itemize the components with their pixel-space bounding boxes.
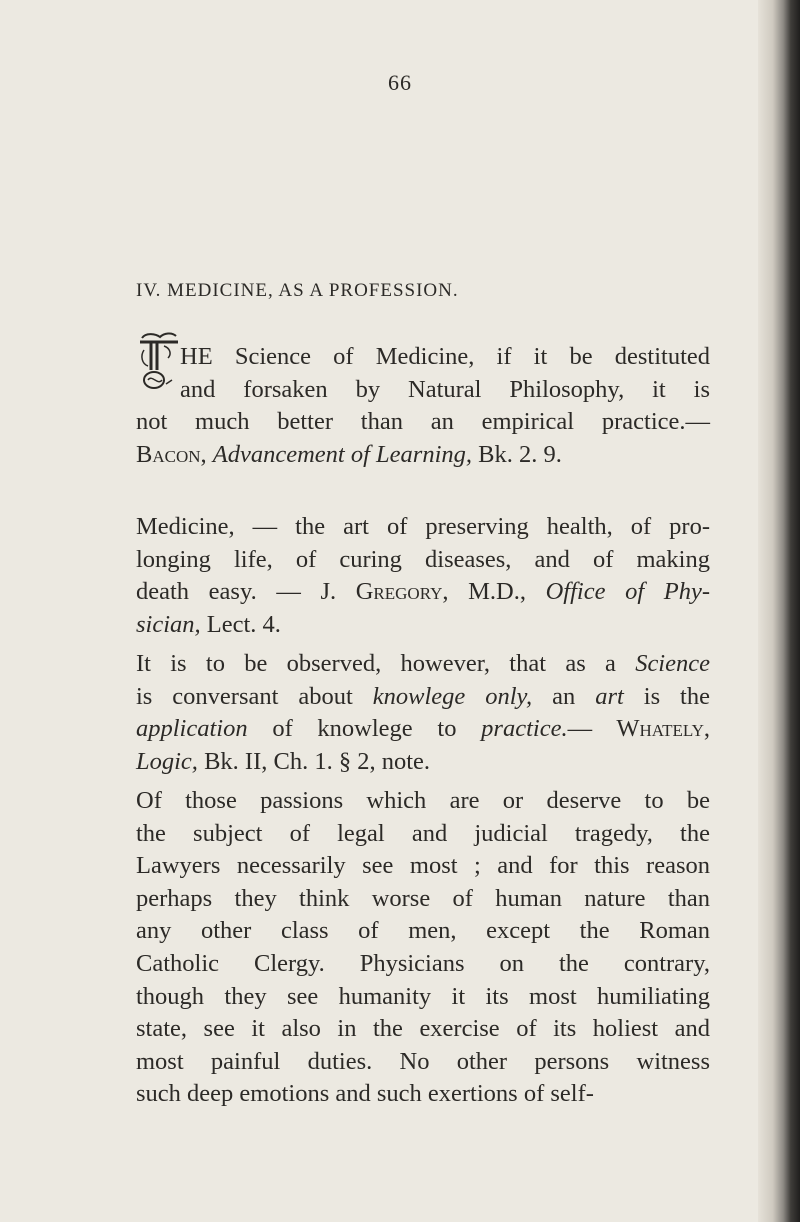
text-line: perhaps they think worse of human nature than xyxy=(136,884,710,912)
text-line: Catholic Clergy. Physicians on the contrary, xyxy=(136,949,710,977)
page-edge-shadow xyxy=(758,0,800,1222)
text-line: the subject of legal and judicial tragedy, the xyxy=(136,819,710,847)
text-line: any other class of men, except the Roman xyxy=(136,917,710,945)
text-line: Of those passions which are or deserve to be xyxy=(136,787,710,814)
page-number: 66 xyxy=(388,70,412,95)
citation: Bk. 2. 9. xyxy=(472,440,562,468)
text-line: application of knowlege to practice.— Whately, xyxy=(136,715,710,743)
text-line: HE Science of Medicine, if it be destituted xyxy=(180,343,710,370)
section-heading: IV. MEDICINE, AS A PROFESSION. xyxy=(136,280,459,301)
author-name: — Whately, xyxy=(567,715,710,743)
citation: Lect. 4. xyxy=(200,610,281,638)
author-name: Bacon, xyxy=(136,440,213,468)
text-line: longing life, of curing diseases, and of making xyxy=(136,545,710,573)
quote-whately xyxy=(136,648,710,778)
text-line: though they see humanity it its most humiliating xyxy=(136,982,710,1010)
text-line: and forsaken by Natural Philosophy, it is xyxy=(180,375,710,403)
work-title: Logic, xyxy=(136,747,198,775)
text-line: state, see it also in the exercise of its holiest and xyxy=(136,1015,710,1043)
body-paragraph xyxy=(136,785,710,1111)
text-line: not much better than an empirical practice.— xyxy=(136,408,710,436)
quote-bacon xyxy=(136,341,710,471)
text-line xyxy=(136,439,710,472)
text-line: It is to be observed, however, that as a Science xyxy=(136,650,710,677)
svg-text:T: T xyxy=(136,330,137,331)
work-title: sician, xyxy=(136,610,201,638)
text-line: death easy. — J. Gregory, M.D., Office of Phy- xyxy=(136,578,710,606)
work-title: Office of Phy- xyxy=(545,578,710,606)
citation: Bk. II, Ch. 1. § 2, note. xyxy=(197,747,430,775)
quote-gregory xyxy=(136,511,710,641)
text-line: most painful duties. No other persons witness xyxy=(136,1047,710,1075)
text-line: such deep emotions and such exertions of self- xyxy=(136,1080,594,1108)
text-line xyxy=(136,746,710,779)
text-line: Lawyers necessarily see most ; and for this reason xyxy=(136,852,710,880)
text-line: Medicine, — the art of preserving health, of pro- xyxy=(136,513,710,540)
text-line: is conversant about knowlege only, an art is the xyxy=(136,682,710,710)
text-line xyxy=(136,609,710,642)
work-title: Advancement of Learning, xyxy=(212,440,473,468)
author-name: Gregory, xyxy=(355,578,449,606)
